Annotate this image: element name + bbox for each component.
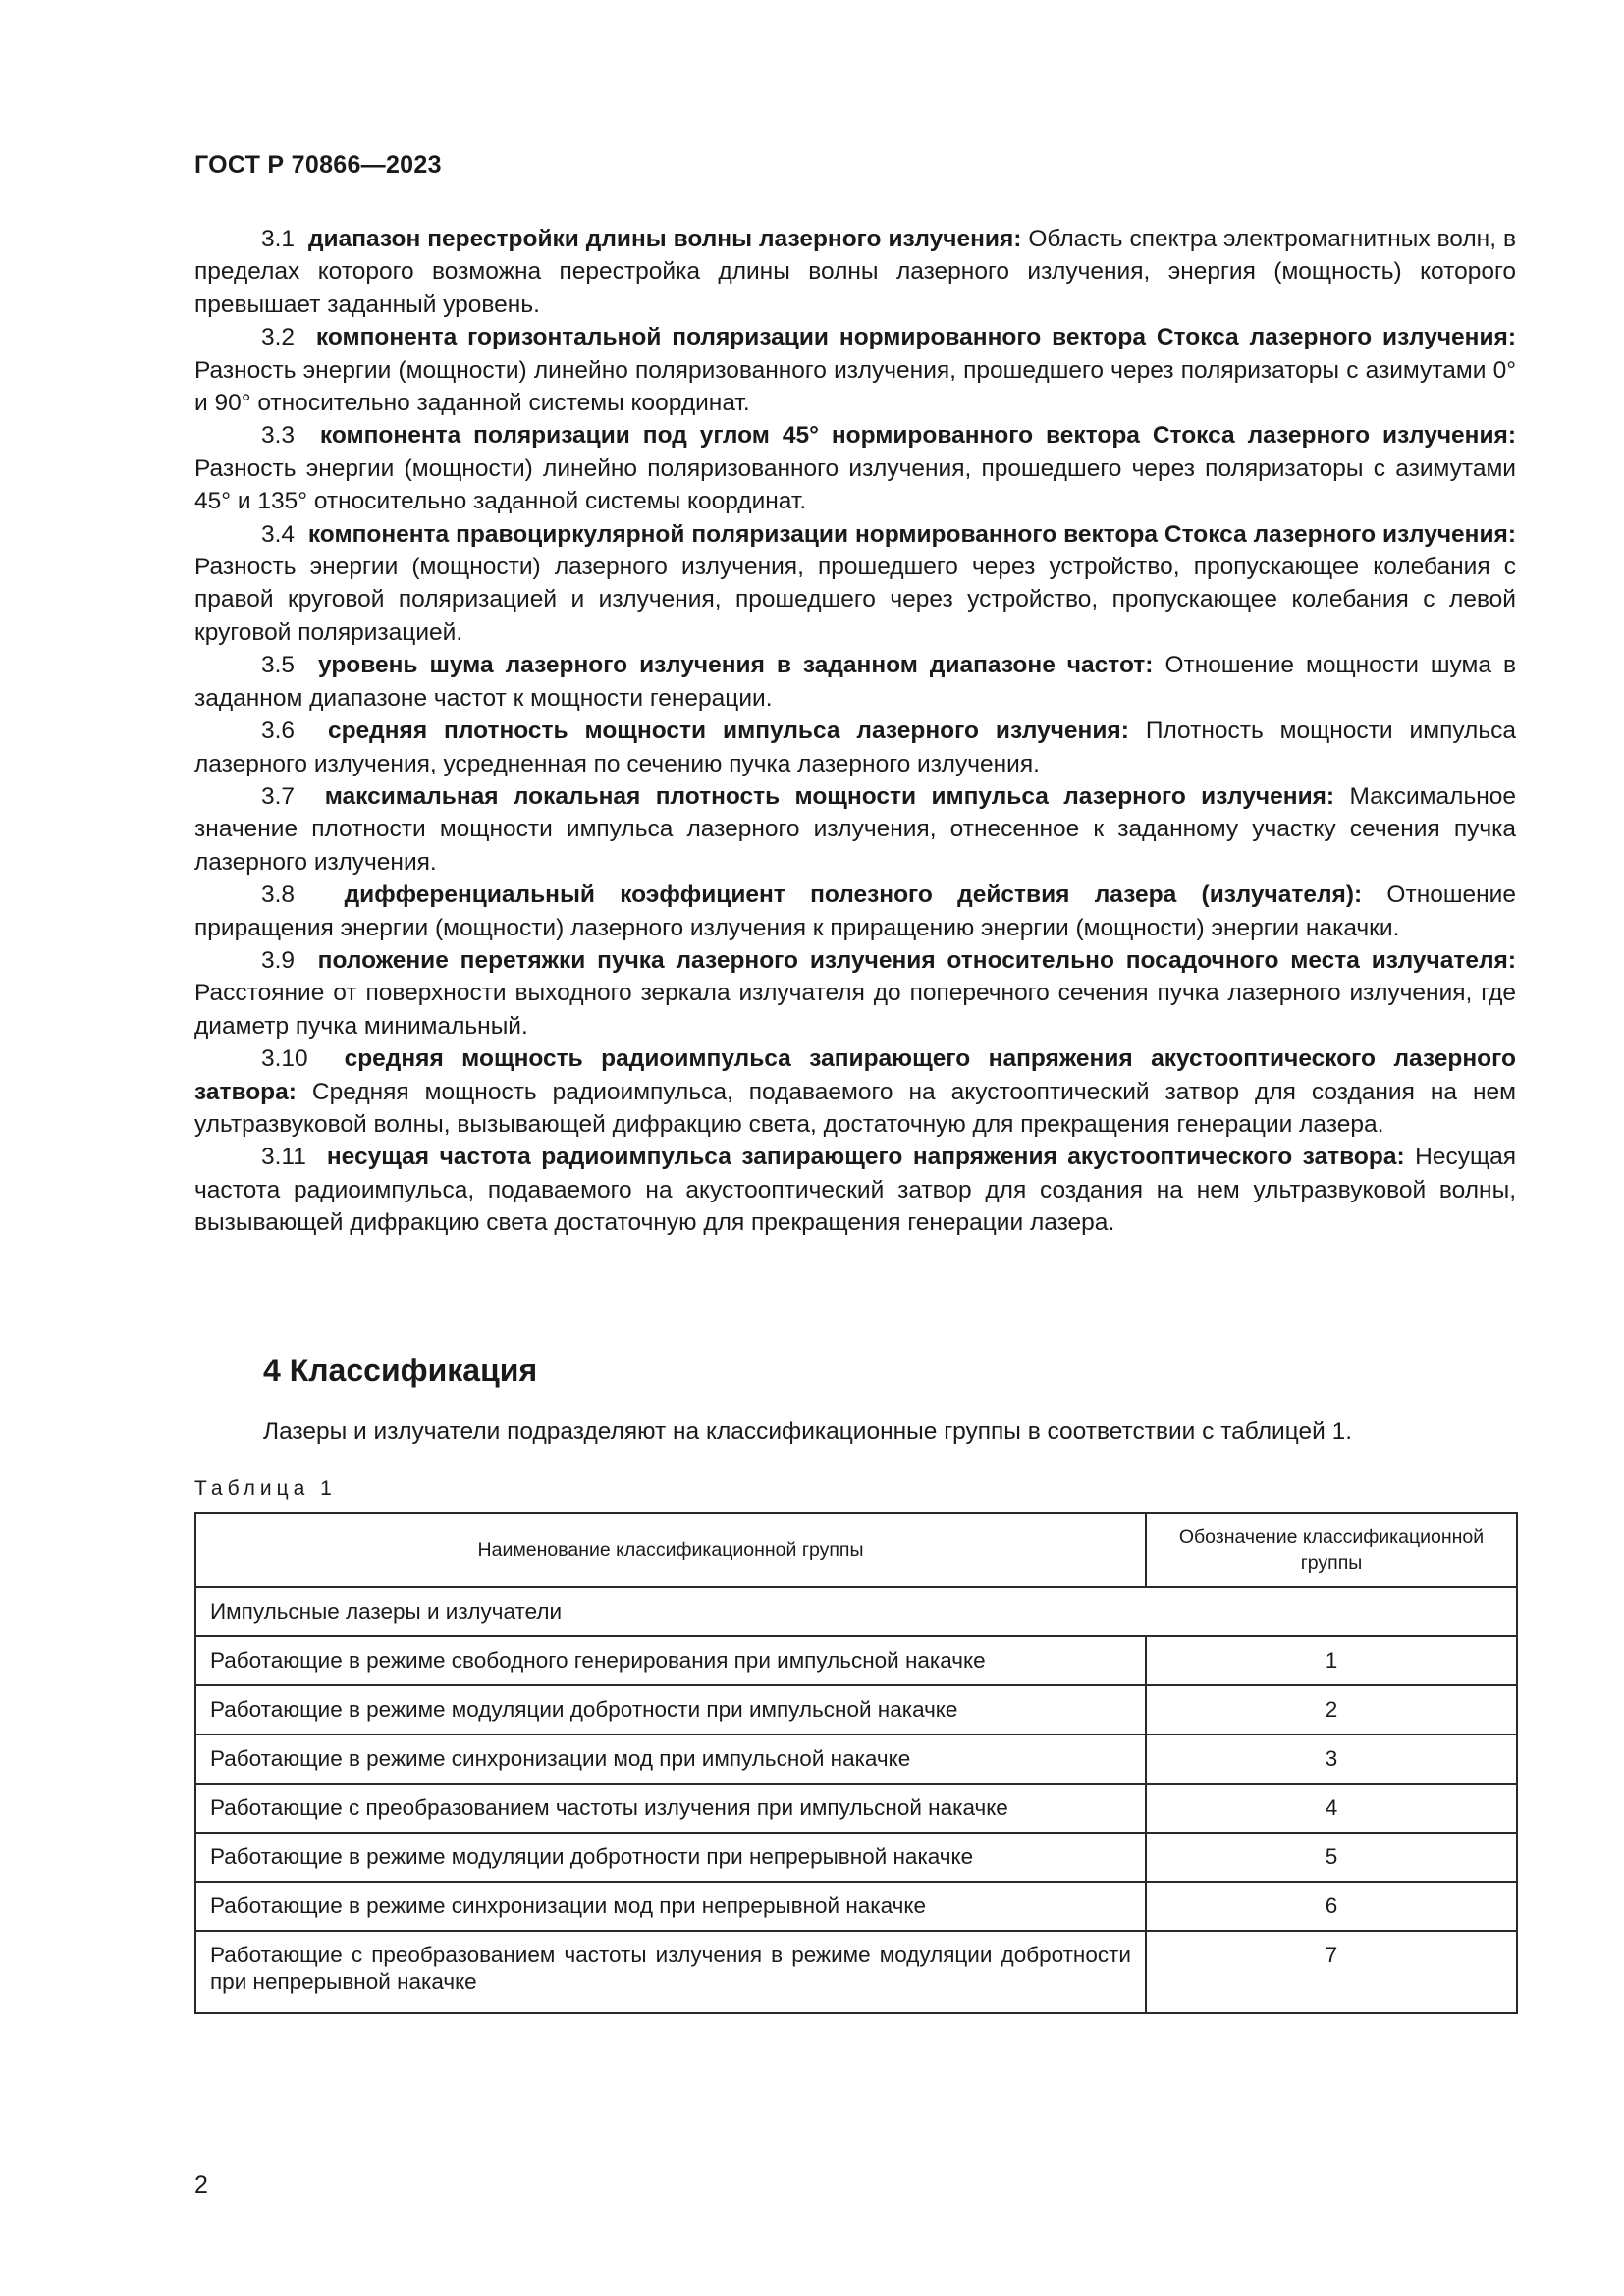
term-title: максимальная локальная плотность мощности импульса лазерного излучения: — [324, 782, 1335, 810]
table-row — [195, 1784, 1517, 1833]
row-name: Работающие с преобразованием частоты излучения в режиме модуляции добротности при непрерывной накачке — [195, 1931, 1146, 2013]
term-definition: Плотность мощности импульса лазерного излучения, усредненная по сечению пучка лазерного излучения. — [194, 718, 1516, 777]
term-3-10: 3.10 средняя мощность радиоимпульса запирающего напряжения акустооптического лазерного затвора: Средняя мощность радиоимпульса, подаваемого на акустооптический затвор для создания на нем ультразвуковой волны, вызывающей дифракцию света, достаточную для прекращения генерации лазера. — [194, 1045, 1516, 1138]
row-code: 5 — [1146, 1833, 1517, 1882]
term-3-3: 3.3 компонента поляризации под углом 45° нормированного вектора Стокса лазерного излучения: Разность энергии (мощности) линейно поляризованного излучения, прошедшего через поляризаторы с азимутами 45° и 135° относительно заданной системы координат. — [194, 422, 1516, 515]
term-3-7: 3.7 максимальная локальная плотность мощности импульса лазерного излучения: Максимальное значение плотности мощности импульса лазерного излучения, отнесенное к заданному участку сечения пучка лазерного излучения. — [194, 782, 1516, 876]
row-code: 3 — [1146, 1735, 1517, 1784]
term-definition: Разность энергии (мощности) лазерного излучения, прошедшего через устройство, пропускающее колебания с правой круговой поляризацией и излучения, прошедшего через устройство, пропускающее колебания с левой круговой поляризацией. — [194, 554, 1516, 646]
row-code: 6 — [1146, 1882, 1517, 1931]
term-3-5: 3.5 уровень шума лазерного излучения в заданном диапазоне частот: Отношение мощности шума в заданном диапазоне частот к мощности генерации. — [194, 652, 1516, 712]
table-row — [195, 1882, 1517, 1931]
term-3-8: 3.8 дифференциальный коэффициент полезного действия лазера (излучателя): Отношение приращения энергии (мощности) лазерного излучения к приращению энергии (мощности) энергии накачки. — [194, 881, 1516, 941]
header-group-code: Обозначение классификационной группы — [1146, 1513, 1517, 1587]
term-title: компонента правоциркулярной поляризации нормированного вектора Стокса лазерного излучения: — [307, 520, 1516, 548]
row-code: 7 — [1146, 1931, 1517, 2013]
row-name: Работающие в режиме синхронизации мод при непрерывной накачке — [195, 1882, 1146, 1931]
term-3-11: 3.11 несущая частота радиоимпульса запирающего напряжения акустооптического затвора: Несущая частота радиоимпульса, подаваемого на акустооптический затвор для создания на нем ультразвуковой волны, вызывающей дифракцию света достаточную для прекращения генерации лазера. — [194, 1144, 1516, 1237]
table-header-row — [195, 1513, 1517, 1587]
term-3-1: 3.1 диапазон перестройки длины волны лазерного излучения: Область спектра электромагнитных волн, в пределах которого возможна перестройка длины волны лазерного излучения, энергия (мощность) которого превышает заданный уровень. — [194, 226, 1516, 318]
row-name: Работающие с преобразованием частоты излучения при импульсной накачке — [195, 1784, 1146, 1833]
term-definition: Разность энергии (мощности) линейно поляризованного излучения, прошедшего через поляризаторы с азимутами 0° и 90° относительно заданной системы координат. — [194, 356, 1516, 417]
term-title: средняя плотность мощности импульса лазерного излучения: — [327, 718, 1129, 745]
table-group-row — [195, 1587, 1517, 1636]
term-definition: Максимальное значение плотности мощности импульса лазерного излучения, отнесенное к заданному участку сечения пучка лазерного излучения. — [194, 782, 1516, 876]
term-title: уровень шума лазерного излучения в заданном диапазоне частот: — [318, 652, 1154, 679]
row-name: Работающие в режиме свободного генерирования при импульсной накачке — [195, 1636, 1146, 1685]
header-group-name: Наименование классификационной группы — [195, 1513, 1146, 1587]
term-title: компонента поляризации под углом 45° нормированного вектора Стокса лазерного излучения: — [319, 422, 1516, 450]
term-definition: Область спектра электромагнитных волн, в пределах которого возможна перестройка длины волны лазерного излучения, энергия (мощность) которого превышает заданный уровень. — [194, 226, 1516, 318]
row-code: 4 — [1146, 1784, 1517, 1833]
table-row — [195, 1735, 1517, 1784]
row-name: Работающие в режиме модуляции добротности при непрерывной накачке — [195, 1833, 1146, 1882]
section-title: 4 Классификация — [263, 1353, 538, 1388]
row-code: 2 — [1146, 1685, 1517, 1735]
term-definition: Расстояние от поверхности выходного зеркала излучателя до поперечного сечения пучка лазерного излучения, где диаметр пучка минимальный. — [194, 980, 1516, 1040]
term-title: положение перетяжки пучка лазерного излучения относительно посадочного места излучателя: — [317, 946, 1516, 974]
table-row — [195, 1833, 1517, 1882]
term-3-9: 3.9 положение перетяжки пучка лазерного излучения относительно посадочного места излучателя: Расстояние от поверхности выходного зеркала излучателя до поперечного сечения пучка лазерного излучения, где диаметр пучка минимальный. — [194, 946, 1516, 1040]
term-definition: Отношение приращения энергии (мощности) лазерного излучения к приращению энергии (мощности) энергии накачки. — [194, 881, 1516, 941]
term-3-2: 3.2 компонента горизонтальной поляризации нормированного вектора Стокса лазерного излучения: Разность энергии (мощности) линейно поляризованного излучения, прошедшего через поляризаторы с азимутами 0° и 90° относительно заданной системы координат. — [194, 324, 1516, 417]
term-title: дифференциальный коэффициент полезного действия лазера (излучателя): — [344, 881, 1363, 909]
table-caption: Таблица 1 — [194, 1477, 337, 1500]
term-definition: Отношение мощности шума в заданном диапазоне частот к мощности генерации. — [194, 652, 1516, 712]
term-3-4: 3.4 компонента правоциркулярной поляризации нормированного вектора Стокса лазерного излучения: Разность энергии (мощности) лазерного излучения, прошедшего через устройство, пропускающее колебания с правой круговой поляризацией и излучения, прошедшего через устройство, пропускающее колебания с левой круговой поляризацией. — [194, 520, 1516, 646]
document-id: ГОСТ Р 70866—2023 — [194, 151, 442, 179]
term-title: средняя мощность радиоимпульса запирающего напряжения акустооптического лазерного затвора: — [194, 1045, 1516, 1105]
terms-list — [194, 223, 1516, 1240]
group-label: Импульсные лазеры и излучатели — [195, 1587, 1517, 1636]
term-definition: Разность энергии (мощности) линейно поляризованного излучения, прошедшего через поляризаторы с азимутами 45° и 135° относительно заданной системы координат. — [194, 454, 1516, 515]
term-definition: Средняя мощность радиоимпульса, подаваемого на акустооптический затвор для создания на нем ультразвуковой волны, вызывающей дифракцию света, достаточную для прекращения генерации лазера. — [194, 1078, 1516, 1138]
term-3-6: 3.6 средняя плотность мощности импульса лазерного излучения: Плотность мощности импульса лазерного излучения, усредненная по сечению пучка лазерного излучения. — [194, 718, 1516, 777]
table-row — [195, 1931, 1517, 2013]
term-definition: Несущая частота радиоимпульса, подаваемого на акустооптический затвор для создания на нем ультразвуковой волны, вызывающей дифракцию света достаточную для прекращения генерации лазера. — [194, 1144, 1516, 1237]
term-title: несущая частота радиоимпульса запирающего напряжения акустооптического затвора: — [326, 1144, 1405, 1171]
table-row — [195, 1636, 1517, 1685]
term-title: диапазон перестройки длины волны лазерного излучения: — [307, 226, 1022, 252]
table-row — [195, 1685, 1517, 1735]
page-number: 2 — [194, 2171, 208, 2199]
row-code: 1 — [1146, 1636, 1517, 1685]
section-intro: Лазеры и излучатели подразделяют на классификационные группы в соответствии с таблицей 1. — [263, 1418, 1353, 1445]
row-name: Работающие в режиме модуляции добротности при импульсной накачке — [195, 1685, 1146, 1735]
term-title: компонента горизонтальной поляризации нормированного вектора Стокса лазерного излучения: — [315, 324, 1516, 351]
row-name: Работающие в режиме синхронизации мод при импульсной накачке — [195, 1735, 1146, 1784]
classification-table — [194, 1512, 1518, 2014]
